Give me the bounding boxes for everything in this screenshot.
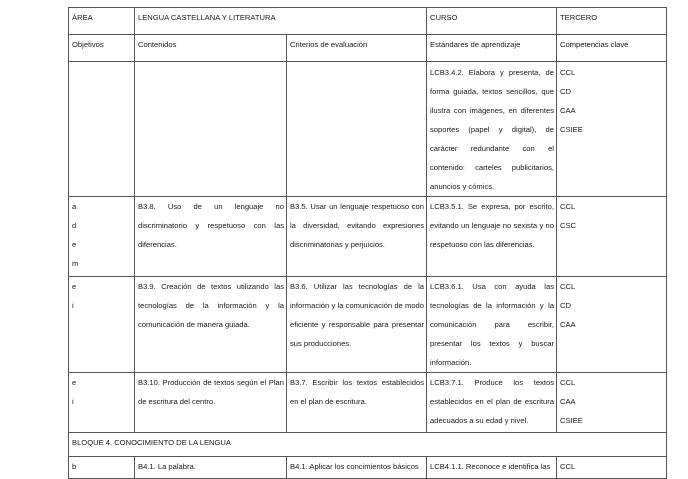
competencia: CCL — [560, 282, 576, 291]
area-header-row — [69, 8, 667, 35]
objetivos-cell: b — [69, 457, 135, 479]
criterios-cell: B4.1. Aplicar los concimientos básicos — [287, 457, 427, 479]
estandares-cell: LCB3.5.1. Se expresa, por escrito, evitando un lenguaje no sexista y no respetuoso con las diferencias. — [427, 197, 557, 277]
competencia: CCL — [560, 68, 576, 77]
course-label: CURSO — [427, 8, 557, 35]
table-row — [69, 373, 667, 433]
col-header-competencias: Competencias clave — [557, 35, 667, 62]
col-header-criterios: Criterios de evaluación — [287, 35, 427, 62]
criterios-cell: B3.6. Utilizar las tecnologías de la información y la comunicación de modo eficiente y responsable para presentar sus producciones. — [287, 277, 427, 373]
contenidos-cell: B3.8. Uso de un lenguaje no discriminatorio y respetuoso con las diferencias. — [135, 197, 287, 277]
table-row — [69, 277, 667, 373]
objetivo: d — [72, 221, 77, 230]
competencias-cell — [557, 197, 667, 277]
competencia: CD — [560, 301, 571, 310]
objetivos-cell — [69, 373, 135, 433]
estandares-cell: LCB3.4.2. Elabora y presenta, de forma guiada, textos sencillos, que ilustra con imágenes, en diferentes soportes (papel y digital), de carácter redundante con el contenido: carteles publicitarios, anuncios y cómics. — [427, 62, 557, 197]
competencias-cell — [557, 62, 667, 197]
objetivo: e — [72, 378, 77, 387]
column-header-row — [69, 35, 667, 62]
col-header-contenidos: Contenidos — [135, 35, 287, 62]
criterios-cell — [287, 62, 427, 197]
objetivo: i — [72, 397, 74, 406]
objetivos-cell — [69, 62, 135, 197]
table-row — [69, 457, 667, 479]
block-title: BLOQUE 4. CONOCIMIENTO DE LA LENGUA — [69, 433, 667, 457]
contenidos-cell — [135, 62, 287, 197]
col-header-objetivos: Objetivos — [69, 35, 135, 62]
objetivo: a — [72, 202, 77, 211]
area-value: LENGUA CASTELLANA Y LITERATURA — [135, 8, 427, 35]
criterios-cell: B3.7. Escribir los textos establecidos en el plan de escritura. — [287, 373, 427, 433]
competencia: CCL — [560, 202, 576, 211]
objetivos-cell — [69, 197, 135, 277]
competencia: CSIEE — [560, 125, 583, 134]
contenidos-cell: B3.10. Producción de textos según el Plan de escritura del centro. — [135, 373, 287, 433]
competencias-cell — [557, 277, 667, 373]
course-value: TERCERO — [557, 8, 667, 35]
objetivos-cell — [69, 277, 135, 373]
competencia: CSC — [560, 221, 577, 230]
curriculum-table — [68, 7, 667, 479]
competencia: CSIEE — [560, 416, 583, 425]
area-label: ÁREA — [69, 8, 135, 35]
objetivo: i — [72, 301, 74, 310]
competencias-cell: CCL — [557, 457, 667, 479]
contenidos-cell: B3.9. Creación de textos utilizando las tecnologías de la información y la comunicación de manera guiada. — [135, 277, 287, 373]
block-header-row — [69, 433, 667, 457]
competencia: CAA — [560, 320, 576, 329]
estandares-cell: LCB4.1.1. Reconoce e identifica las — [427, 457, 557, 479]
competencia: CD — [560, 87, 571, 96]
objetivo: e — [72, 240, 77, 249]
competencia: CCL — [560, 378, 576, 387]
competencia: CAA — [560, 397, 576, 406]
estandares-cell: LCB3.6.1. Usa con ayuda las tecnologías de la información y la comunicación para escribir, presentar los textos y buscar información. — [427, 277, 557, 373]
objetivo: e — [72, 282, 77, 291]
table-row — [69, 197, 667, 277]
contenidos-cell: B4.1. La palabra. — [135, 457, 287, 479]
table-row — [69, 62, 667, 197]
col-header-estandares: Estándares de aprendizaje — [427, 35, 557, 62]
criterios-cell: B3.5. Usar un lenguaje respetuoso con la diversidad, evitando expresiones discriminatorias y perjuicios. — [287, 197, 427, 277]
objetivo: m — [72, 259, 79, 268]
competencias-cell — [557, 373, 667, 433]
estandares-cell: LCB3.7.1. Produce los textos establecidos en el plan de escritura adecuados a su edad y nivel. — [427, 373, 557, 433]
competencia: CAA — [560, 106, 576, 115]
